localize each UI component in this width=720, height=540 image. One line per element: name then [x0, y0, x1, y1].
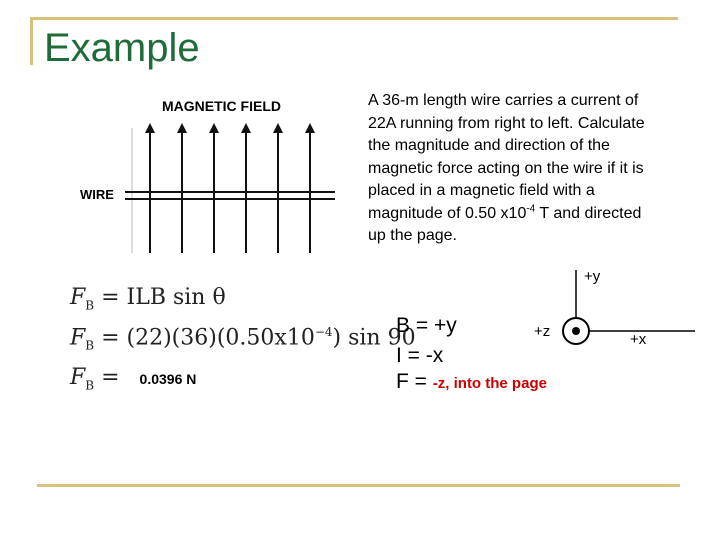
axis-x-label: +x — [630, 331, 647, 348]
force-answer: 0.0396 N — [139, 371, 197, 387]
equation-1 — [70, 285, 226, 312]
f-answer: -z, into the page — [432, 375, 547, 392]
eq2-sub: B — [85, 338, 95, 353]
eq2-rhs-b: ) sin 90 — [332, 325, 416, 351]
problem-text-part2: T and directed up the page. — [368, 204, 642, 244]
wire-label: WIRE — [80, 187, 114, 202]
eq1-sub: B — [85, 298, 95, 313]
problem-text-part1: A 36-m length wire carries a current of 22A running from right to left. Calculate the magnitude and direction of the magnetic force acting on the wire if it is placed in a magnetic field with a magnitude of 0.50 x10 — [368, 92, 645, 222]
eq1-rhs: = ILB sin θ — [101, 285, 226, 310]
eq3-sub: B — [85, 378, 95, 393]
b-direction: B = +y — [396, 314, 457, 337]
eq3-equals: = — [101, 365, 120, 390]
z-axis-dot — [572, 327, 580, 335]
problem-text — [368, 90, 663, 248]
eq2-f: F — [70, 325, 86, 351]
field-lines — [150, 128, 310, 253]
frame-left-line — [30, 17, 33, 65]
wire — [125, 192, 335, 199]
equation-2 — [70, 325, 416, 353]
eq3-f: F — [70, 365, 86, 390]
magnetic-field-figure — [70, 88, 340, 263]
axes-diagram — [520, 265, 700, 375]
problem-exponent: -4 — [526, 203, 536, 215]
eq2-rhs-a: = (22)(36)(0.50x10 — [101, 325, 315, 351]
i-direction: I = -x — [396, 344, 444, 367]
eq2-exponent: −4 — [314, 325, 333, 339]
equation-3 — [70, 365, 196, 392]
eq1-f: F — [70, 285, 86, 310]
f-label: F = — [396, 370, 427, 393]
axis-z-label: +z — [534, 323, 551, 340]
axis-y-label: +y — [584, 268, 601, 285]
slide-title: Example — [44, 26, 200, 70]
frame-top-line — [30, 17, 678, 20]
frame-bottom-line — [37, 484, 680, 487]
field-label: MAGNETIC FIELD — [162, 98, 281, 114]
